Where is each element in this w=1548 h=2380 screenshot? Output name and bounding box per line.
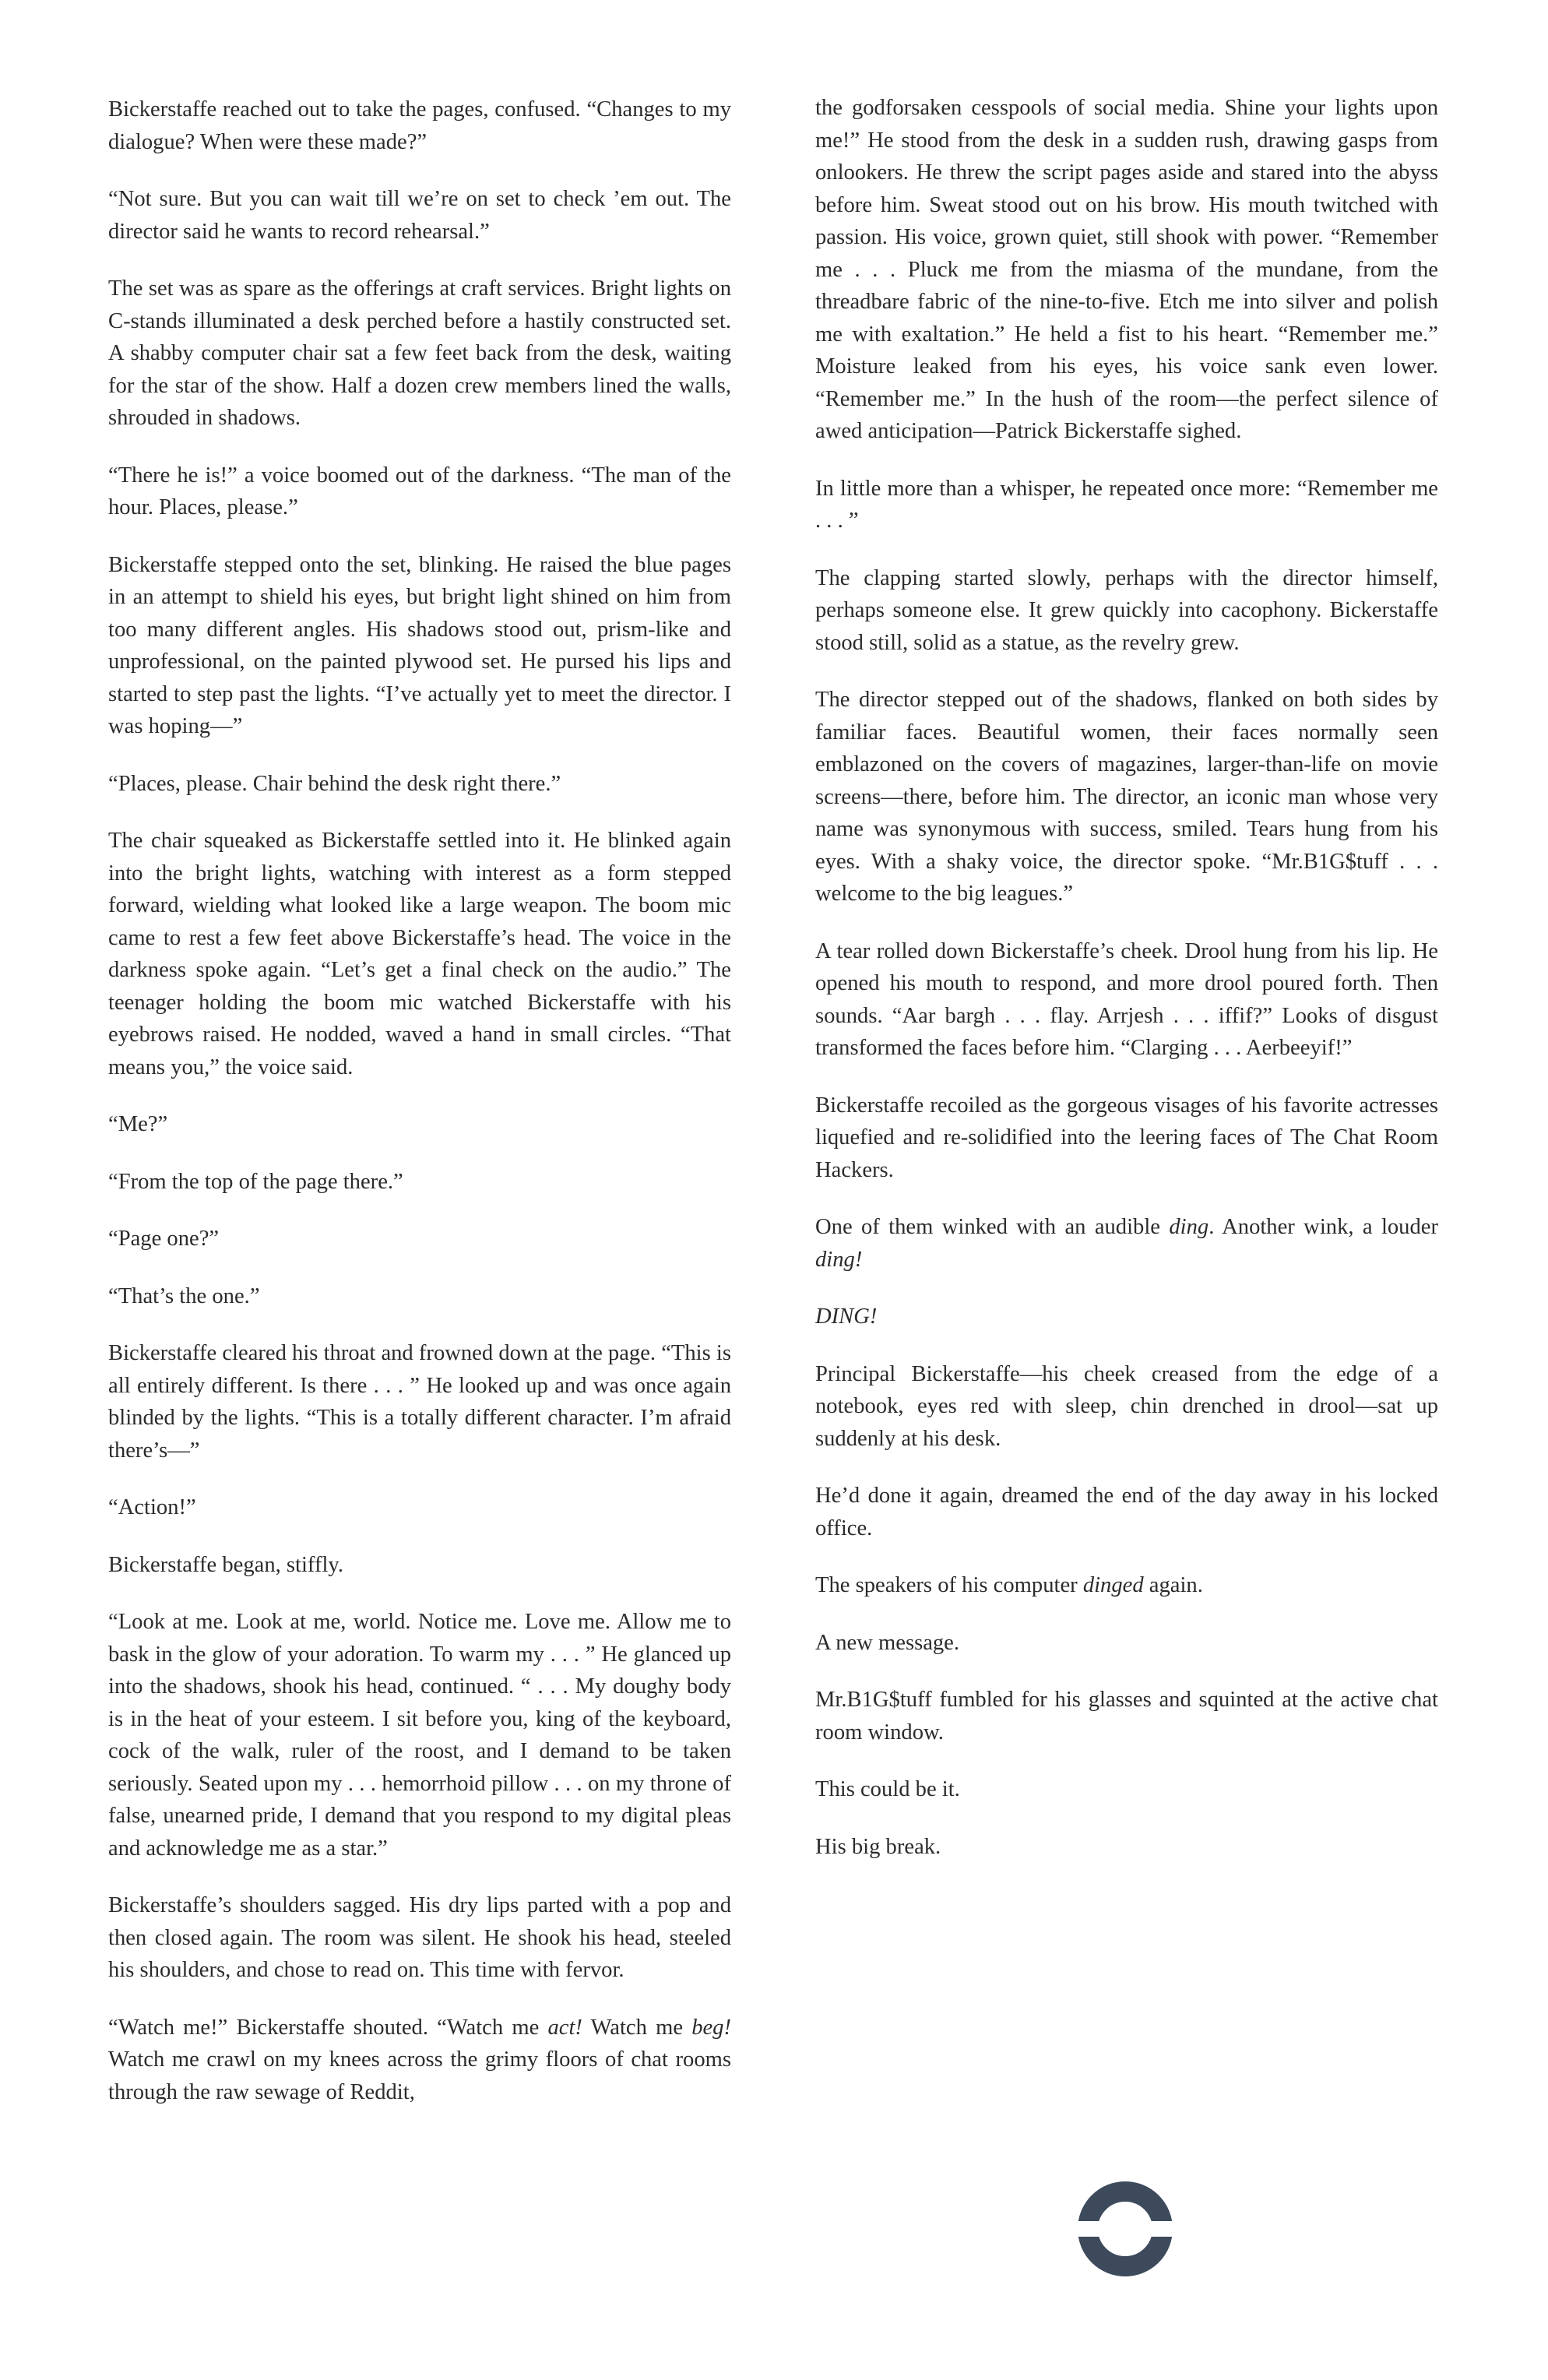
paragraph: “Look at me. Look at me, world. Notice me. Love me. Allow me to bask in the glow of your adoration. To warm my . . . ” He glanced up into the shadows, shook his head, continued. “ . . . My doughy body is in the heat of your esteem. I sit before you, king of the keyboard, cock of the walk, ruler of the roost, and I demand to be taken seriously. Seated upon my . . . hemorrhoid pillow . . . on my throne of false, unearned pride, I demand that you respond to my digital pleas and acknowledge me as a star.” bbox=[108, 1610, 731, 1861]
paragraph: In little more than a whisper, he repeated once more: “Remember me . . . ” bbox=[815, 476, 1438, 533]
paragraph: A new message. bbox=[815, 1630, 960, 1655]
paragraph: “That’s the one.” bbox=[108, 1283, 260, 1308]
paragraph: This could be it. bbox=[815, 1777, 960, 1801]
italic-run: ding bbox=[1169, 1215, 1209, 1239]
paragraph bbox=[815, 1569, 1438, 1602]
paragraph: He’d done it again, dreamed the end of the day away in his locked office. bbox=[815, 1484, 1438, 1540]
paragraph: Mr.B1G$tuff fumbled for his glasses and squinted at the active chat room window. bbox=[815, 1688, 1438, 1745]
text-run: . Another wink, a louder bbox=[1208, 1215, 1438, 1239]
italic-run: DING! bbox=[815, 1304, 878, 1329]
paragraph: “There he is!” a voice boomed out of the darkness. “The man of the hour. Places, please.” bbox=[108, 463, 731, 519]
paragraph: Bickerstaffe recoiled as the gorgeous visages of his favorite actresses liquefied and re-solidified into the leering faces of The Chat Room Hackers. bbox=[815, 1093, 1438, 1182]
paragraph: The set was as spare as the offerings at craft services. Bright lights on C-stands illuminated a desk perched before a hastily constructed set. A shabby computer chair sat a few feet back from the desk, waiting for the star of the show. Half a dozen crew members lined the walls, shrouded in shadows. bbox=[108, 276, 731, 430]
paragraph: “Action!” bbox=[108, 1495, 196, 1519]
text-run: Watch me crawl on my knees across the grimy floors of chat rooms through the raw sewage of Reddit, bbox=[108, 2047, 731, 2104]
paragraph: “Not sure. But you can wait till we’re on set to check ’em out. The director said he wants to record rehearsal.” bbox=[108, 187, 731, 244]
paragraph: “Me?” bbox=[108, 1112, 168, 1136]
paragraph bbox=[815, 1301, 1438, 1333]
text-run: “Watch me!” Bickerstaffe shouted. “Watch me bbox=[108, 2015, 548, 2040]
italic-run: ding! bbox=[815, 1247, 863, 1272]
right-column bbox=[815, 92, 1438, 1888]
italic-run: beg! bbox=[691, 2015, 731, 2040]
left-column bbox=[108, 93, 731, 2133]
paragraph: Bickerstaffe stepped onto the set, blinking. He raised the blue pages in an attempt to shield his eyes, but bright light shined on him from too many different angles. His shadows stood out, prism-like and unprofessional, on the painted plywood set. He pursed his lips and started to step past the lights. “I’ve actually yet to meet the director. I was hoping—” bbox=[108, 552, 731, 738]
paragraph: Bickerstaffe cleared his throat and frowned down at the page. “This is all entirely different. Is there . . . ” He looked up and was once again blinded by the lights. “This is a totally different character. I’m afraid there’s—” bbox=[108, 1341, 731, 1463]
paragraph: Bickerstaffe’s shoulders sagged. His dry lips parted with a pop and then closed again. The room was silent. He shook his head, steeled his shoulders, and chose to read on. This time with fervor. bbox=[108, 1893, 731, 1982]
publisher-logo-icon bbox=[1077, 2181, 1173, 2277]
paragraph: “Places, please. Chair behind the desk right there.” bbox=[108, 771, 561, 796]
paragraph: “Page one?” bbox=[108, 1227, 220, 1251]
text-run: The speakers of his computer bbox=[815, 1573, 1083, 1597]
italic-run: act! bbox=[547, 2015, 582, 2040]
paragraph: the godforsaken cesspools of social media. Shine your lights upon me!” He stood from the desk in a sudden rush, drawing gasps from onlookers. He threw the script pages aside and stared into the abyss before him. Sweat stood out on his brow. His mouth twitched with passion. His voice, grown quiet, still shook with power. “Remember me . . . Pluck me from the miasma of the mundane, from the threadbare fabric of the nine-to-five. Etch me into silver and polish me with exaltation.” He held a fist to his heart. “Remember me.” Moisture leaked from his eyes, his voice sank even lower. “Remember me.” In the hush of the room—the perfect silence of awed anticipation—Patrick Bickerstaffe sighed. bbox=[815, 96, 1438, 443]
paragraph: His big break. bbox=[815, 1834, 941, 1859]
paragraph bbox=[815, 1211, 1438, 1276]
paragraph: The chair squeaked as Bickerstaffe settled into it. He blinked again into the bright lights, watching with interest as a form stepped forward, wielding what looked like a large weapon. The boom mic came to rest a few feet above Bickerstaffe’s head. The voice in the darkness spoke again. “Let’s get a final check on the audio.” The teenager holding the boom mic watched Bickerstaffe with his eyebrows raised. He nodded, waved a hand in small circles. “That means you,” the voice said. bbox=[108, 829, 731, 1079]
paragraph bbox=[108, 2012, 731, 2109]
paragraph: The clapping started slowly, perhaps with the director himself, perhaps someone else. It grew quickly into cacophony. Bickerstaffe stood still, solid as a statue, as the revelry grew. bbox=[815, 565, 1438, 655]
paragraph: “From the top of the page there.” bbox=[108, 1169, 403, 1194]
paragraph: The director stepped out of the shadows, flanked on both sides by familiar faces. Beautiful women, their faces normally seen emblazoned on the covers of magazines, larger-than-life on movie screens—there, before him. The director, an iconic man whose very name was synonymous with success, smiled. Tears hung from his eyes. With a shaky voice, the director spoke. “Mr.B1G$tuff . . . welcome to the big leagues.” bbox=[815, 688, 1438, 906]
paragraph: A tear rolled down Bickerstaffe’s cheek. Drool hung from his lip. He opened his mouth to respond, and more drool poured forth. Then sounds. “Aar bargh . . . flay. Arrjesh . . . iffif?” Looks of disgust transformed the faces before him. “Clarging . . . Aerbeeyif!” bbox=[815, 938, 1438, 1060]
text-run: Watch me bbox=[582, 2015, 692, 2040]
italic-run: dinged bbox=[1082, 1573, 1144, 1597]
paragraph: Bickerstaffe reached out to take the pages, confused. “Changes to my dialogue? When were these made?” bbox=[108, 97, 731, 154]
paragraph: Principal Bickerstaffe—his cheek creased from the edge of a notebook, eyes red with sleep, chin drenched in drool—sat up suddenly at his desk. bbox=[815, 1361, 1438, 1451]
text-run: One of them winked with an audible bbox=[815, 1215, 1170, 1239]
text-run: again. bbox=[1143, 1573, 1203, 1597]
paragraph: Bickerstaffe began, stiffly. bbox=[108, 1552, 343, 1577]
